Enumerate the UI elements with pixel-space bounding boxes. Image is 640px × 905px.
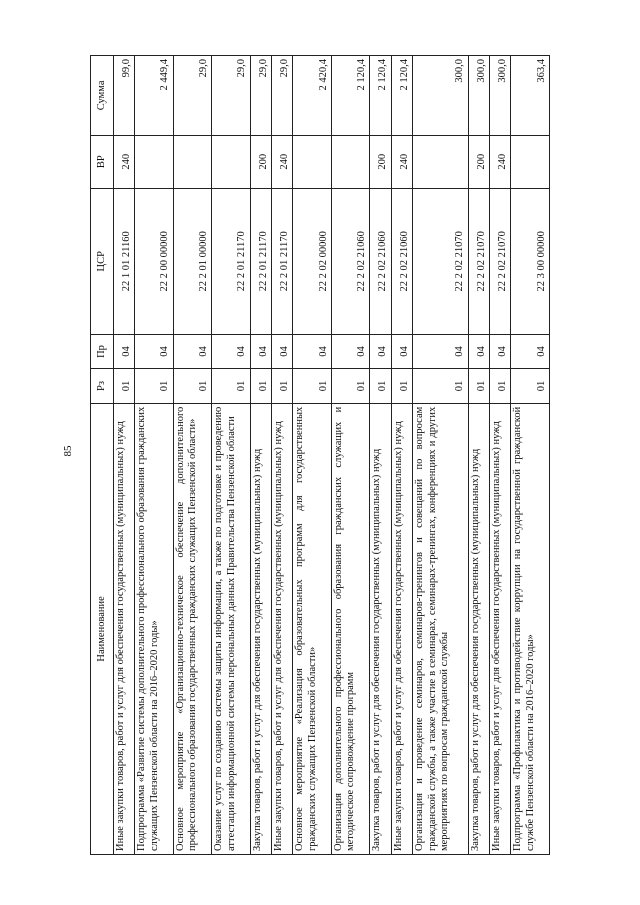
cell-csr: 22 2 01 21170: [212, 188, 251, 334]
cell-sum: 29,0: [212, 56, 251, 136]
cell-pr: 04: [272, 334, 293, 369]
cell-csr: 22 2 02 21060: [370, 188, 391, 334]
cell-rz: 01: [212, 369, 251, 404]
cell-sum: 99,0: [114, 56, 135, 136]
cell-name: Закупка товаров, работ и услуг для обеспечения государственных (муниципальных) нужд: [468, 403, 489, 854]
cell-name: Организация дополнительного профессионального образования гражданских служащих и методическое сопровождение программ: [331, 403, 370, 854]
cell-sum: 2 449,4: [135, 56, 174, 136]
cell-vr: [212, 135, 251, 188]
cell-name: Иные закупки товаров, работ и услуг для обеспечения государственных (муниципальных) нужд: [490, 403, 511, 854]
cell-csr: 22 2 01 00000: [173, 188, 212, 334]
cell-pr: 04: [173, 334, 212, 369]
cell-vr: 240: [391, 135, 412, 188]
cell-sum: 29,0: [250, 56, 271, 136]
cell-pr: 04: [212, 334, 251, 369]
header-sum: Сумма: [91, 56, 114, 136]
cell-csr: 22 2 02 21060: [331, 188, 370, 334]
cell-rz: 01: [114, 369, 135, 404]
cell-csr: 22 1 01 21160: [114, 188, 135, 334]
cell-name: Иные закупки товаров, работ и услуг для обеспечения государственных (муниципальных) нужд: [114, 403, 135, 854]
cell-pr: 04: [331, 334, 370, 369]
cell-vr: [135, 135, 174, 188]
cell-name: Организация и проведение семинаров, семинаров-тренингов и совещаний по вопросам гражданской службы, а также участие в семинарах, семинарах-тренингах, конференциях и других мероприятиях по вопросам гражданской службы: [413, 403, 469, 854]
cell-sum: 29,0: [272, 56, 293, 136]
cell-name: Закупка товаров, работ и услуг для обеспечения государственных (муниципальных) нужд: [250, 403, 271, 854]
cell-rz: 01: [331, 369, 370, 404]
cell-sum: 29,0: [173, 56, 212, 136]
cell-rz: 01: [413, 369, 469, 404]
cell-pr: 04: [391, 334, 412, 369]
cell-pr: 04: [114, 334, 135, 369]
page-number: 85: [62, 445, 74, 457]
cell-rz: 01: [293, 369, 332, 404]
table-row: [114, 56, 135, 855]
cell-pr: 04: [413, 334, 469, 369]
cell-sum: 363,4: [511, 56, 550, 136]
cell-rz: 01: [370, 369, 391, 404]
table-row: [370, 56, 391, 855]
cell-csr: 22 2 01 21170: [272, 188, 293, 334]
table-header-row: [91, 56, 114, 855]
cell-sum: 300,0: [490, 56, 511, 136]
header-name: Наименование: [91, 403, 114, 854]
table-row: [413, 56, 469, 855]
table-row: [272, 56, 293, 855]
cell-pr: 04: [250, 334, 271, 369]
table-row: [391, 56, 412, 855]
cell-pr: 04: [135, 334, 174, 369]
cell-sum: 2 120,4: [331, 56, 370, 136]
cell-name: Подпрограмма «Профилактика и противодействие коррупции на государственной гражданской службе Пензенской области на 2016–2020 годы»: [511, 403, 550, 854]
cell-csr: 22 2 00 00000: [135, 188, 174, 334]
cell-vr: [511, 135, 550, 188]
budget-table: [90, 55, 550, 855]
cell-vr: [331, 135, 370, 188]
cell-rz: 01: [511, 369, 550, 404]
cell-vr: 240: [114, 135, 135, 188]
header-csr: ЦСР: [91, 188, 114, 334]
rotated-table-container: [90, 55, 550, 855]
cell-vr: 200: [250, 135, 271, 188]
cell-vr: 200: [370, 135, 391, 188]
cell-csr: 22 3 00 00000: [511, 188, 550, 334]
cell-csr: 22 2 02 21070: [413, 188, 469, 334]
table-row: [293, 56, 332, 855]
cell-rz: 01: [468, 369, 489, 404]
cell-csr: 22 2 02 21070: [468, 188, 489, 334]
table-row: [135, 56, 174, 855]
table-row: [468, 56, 489, 855]
cell-csr: 22 2 01 21170: [250, 188, 271, 334]
cell-name: Иные закупки товаров, работ и услуг для обеспечения государственных (муниципальных) нужд: [272, 403, 293, 854]
cell-rz: 01: [173, 369, 212, 404]
table-row: [250, 56, 271, 855]
table-row: [331, 56, 370, 855]
cell-rz: 01: [272, 369, 293, 404]
header-vr: ВР: [91, 135, 114, 188]
cell-vr: [413, 135, 469, 188]
table-row: [173, 56, 212, 855]
header-rz: Рз: [91, 369, 114, 404]
cell-name: Основное мероприятие «Реализация образовательных программ для государственных гражданских служащих Пензенской области»: [293, 403, 332, 854]
table-row: [212, 56, 251, 855]
cell-name: Основное мероприятие «Организационно-техническое обеспечение дополнительного профессионального образования государственных гражданских служащих Пензенской области»: [173, 403, 212, 854]
cell-csr: 22 2 02 21060: [391, 188, 412, 334]
cell-vr: 240: [272, 135, 293, 188]
cell-vr: 200: [468, 135, 489, 188]
cell-rz: 01: [135, 369, 174, 404]
cell-pr: 04: [370, 334, 391, 369]
cell-name: Закупка товаров, работ и услуг для обеспечения государственных (муниципальных) нужд: [370, 403, 391, 854]
cell-vr: 240: [490, 135, 511, 188]
cell-sum: 300,0: [413, 56, 469, 136]
cell-pr: 04: [490, 334, 511, 369]
cell-name: Оказание услуг по созданию системы защиты информации, а также по подготовке и проведению аттестации информационной системы персональных данных Правительства Пензенской области: [212, 403, 251, 854]
cell-rz: 01: [391, 369, 412, 404]
cell-sum: 2 120,4: [370, 56, 391, 136]
cell-rz: 01: [250, 369, 271, 404]
cell-csr: 22 2 02 00000: [293, 188, 332, 334]
cell-sum: 300,0: [468, 56, 489, 136]
cell-vr: [173, 135, 212, 188]
cell-pr: 04: [511, 334, 550, 369]
cell-sum: 2 120,4: [391, 56, 412, 136]
table-row: [511, 56, 550, 855]
cell-csr: 22 2 02 21070: [490, 188, 511, 334]
cell-rz: 01: [490, 369, 511, 404]
header-pr: Пр: [91, 334, 114, 369]
cell-name: Подпрограмма «Развитие системы дополнительного профессионального образования гражданских служащих Пензенской области на 2016–2020 годы»: [135, 403, 174, 854]
cell-name: Иные закупки товаров, работ и услуг для обеспечения государственных (муниципальных) нужд: [391, 403, 412, 854]
cell-pr: 04: [293, 334, 332, 369]
cell-sum: 2 420,4: [293, 56, 332, 136]
cell-vr: [293, 135, 332, 188]
table-row: [490, 56, 511, 855]
table-body: [114, 56, 550, 855]
cell-pr: 04: [468, 334, 489, 369]
